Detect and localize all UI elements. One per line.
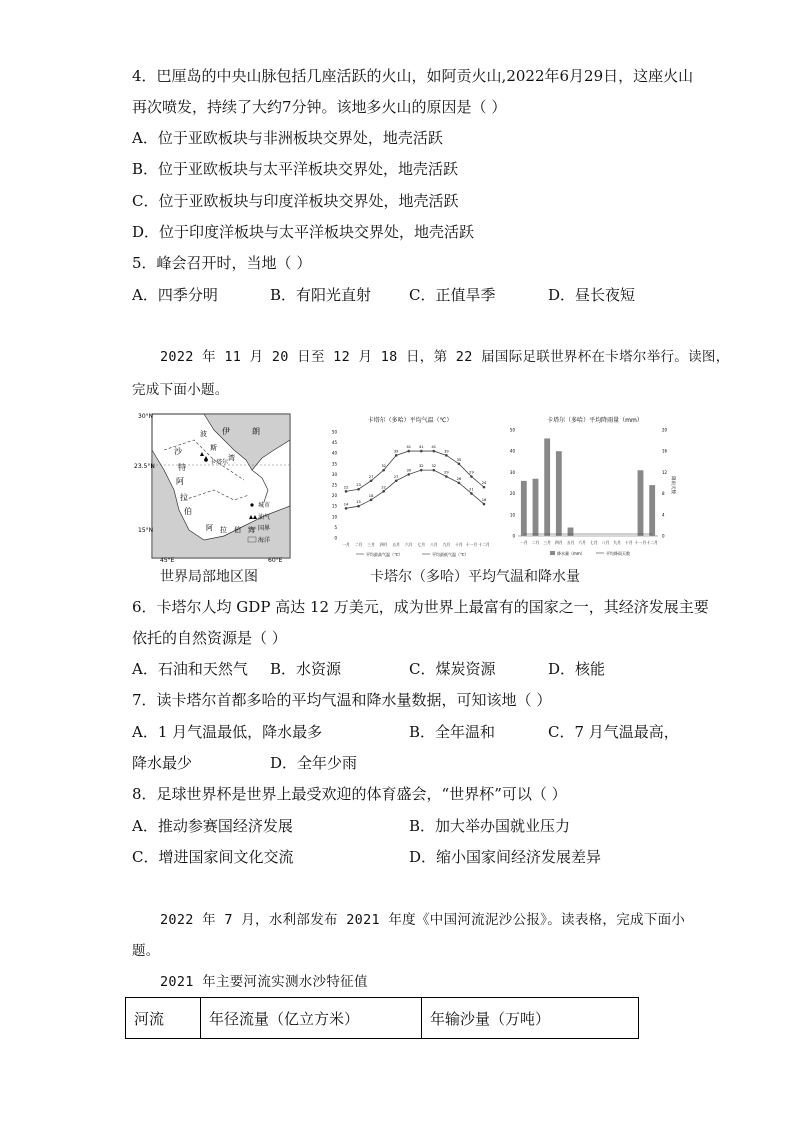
temp-y-tick: 35 xyxy=(331,461,337,467)
q6-option-d: D．核能 xyxy=(548,660,606,678)
temp-data-label: 16 xyxy=(481,498,487,503)
temp-x-tick: 七月 xyxy=(417,542,426,547)
lat-15: 15°N xyxy=(138,527,154,534)
temp-point xyxy=(483,503,486,506)
map-label-a: 阿 xyxy=(176,477,184,486)
temp-point xyxy=(470,475,473,478)
temp-data-label: 30 xyxy=(406,468,412,473)
q6-option-b: B．水资源 xyxy=(270,660,342,678)
map-label-la: 拉 xyxy=(180,493,188,502)
svg-text:海洋: 海洋 xyxy=(258,537,271,544)
temp-data-label: 41 xyxy=(406,445,412,450)
q6-stem-line1: 6．卡塔尔人均 GDP 高达 12 万美元，成为世界上最富有的国家之一，其经济发展主要 xyxy=(132,598,709,616)
rain-x-tick: 八月 xyxy=(601,540,610,545)
temp-point xyxy=(382,490,385,493)
temp-data-label: 22 xyxy=(381,485,386,490)
rain-x-tick: 四月 xyxy=(555,540,563,545)
temp-point xyxy=(433,469,436,472)
temp-data-label: 27 xyxy=(368,474,374,479)
map-label-po: 波 xyxy=(200,430,207,438)
temp-data-label: 41 xyxy=(431,445,437,450)
svg-text:油气: 油气 xyxy=(258,514,271,521)
table-header-row xyxy=(126,998,639,1039)
region-map xyxy=(134,410,292,562)
temp-x-tick: 五月 xyxy=(392,542,400,547)
temp-data-label: 23 xyxy=(356,483,361,488)
rain-y2-label: 降雨天数 xyxy=(670,476,675,494)
rain-x-tick: 一月 xyxy=(520,540,528,545)
q7-option-c-part1: C．7 月气温最高， xyxy=(548,723,679,741)
table-title: 2021 年主要河流实测水沙特征值 xyxy=(160,974,368,990)
rain-x-tick: 六月 xyxy=(578,540,586,545)
temp-point xyxy=(483,486,486,489)
temp-legend xyxy=(356,551,469,557)
q7-stem: 7．读卡塔尔首都多哈的平均气温和降水量数据，可知该地（ ） xyxy=(132,691,552,709)
temp-point xyxy=(407,473,410,476)
temp-data-label: 24 xyxy=(481,481,487,486)
intro1-line1: 2022 年 11 月 20 日至 12 月 18 日，第 22 届国际足联世界杯在卡塔尔举行。读图， xyxy=(160,349,730,365)
temp-point xyxy=(357,505,360,508)
temp-y-tick: 0 xyxy=(334,535,337,541)
svg-text:城市: 城市 xyxy=(258,502,271,509)
temp-data-label: 32 xyxy=(431,464,437,469)
temp-point xyxy=(395,479,398,482)
temp-data-label: 15 xyxy=(356,500,361,505)
temp-y-tick: 10 xyxy=(331,514,337,520)
temp-point xyxy=(420,450,423,453)
temp-data-label: 14 xyxy=(343,502,349,507)
rain-bar xyxy=(533,479,539,536)
temp-x-tick: 十一月 xyxy=(465,542,478,547)
map-label-bo: 伯 xyxy=(184,507,192,516)
temp-series-line xyxy=(343,451,484,491)
rain-y2-tick: 4 xyxy=(662,512,665,518)
map-label-lang: 朗 xyxy=(252,427,260,436)
rain-bar xyxy=(638,470,644,536)
map-label-si: 斯 xyxy=(210,444,217,452)
q4-option-b: B．位于亚欧板块与太平洋板块交界处，地壳活跃 xyxy=(132,160,459,178)
map-label-te: 特 xyxy=(178,463,186,472)
temp-data-label: 41 xyxy=(418,445,424,450)
rain-bar xyxy=(568,528,574,536)
temp-data-label: 39 xyxy=(444,449,449,454)
temp-y-tick: 5 xyxy=(334,524,337,530)
q7-option-a: A．1 月气温最低，降水最多 xyxy=(132,723,323,741)
intro1-line2: 完成下面小题。 xyxy=(132,382,229,398)
q5-stem: 5．峰会召开时，当地（ ） xyxy=(132,254,312,272)
map-caption: 世界局部地区图 xyxy=(160,569,258,585)
rain-x-tick: 十一月 xyxy=(634,540,647,545)
q8-option-d: D．缩小国家间经济发展差异 xyxy=(409,848,602,866)
temp-point xyxy=(445,475,448,478)
svg-text:平均最低气温（℃）: 平均最低气温（℃） xyxy=(432,552,469,557)
svg-text:平均降雨天数: 平均降雨天数 xyxy=(606,551,630,556)
rain-bar xyxy=(556,451,562,536)
svg-text:降水量（mm）: 降水量（mm） xyxy=(557,551,585,556)
climate-caption: 卡塔尔（多哈）平均气温和降水量 xyxy=(370,569,580,585)
rain-y-tick: 40 xyxy=(509,448,515,454)
q4-stem-line2: 再次喷发，持续了大约7分钟。该地多火山的原因是（ ） xyxy=(132,98,507,116)
temp-point xyxy=(445,454,448,457)
temp-y-tick: 20 xyxy=(331,493,337,499)
temp-point xyxy=(458,482,461,485)
map-label-sea-bo: 伯 xyxy=(234,526,241,534)
temp-x-tick: 一月 xyxy=(342,542,350,547)
temp-point xyxy=(370,479,373,482)
temp-point xyxy=(382,469,385,472)
map-label-sea-a: 阿 xyxy=(206,524,213,532)
rain-y2-tick: 20 xyxy=(662,427,668,433)
q4-stem-line1: 4．巴厘岛的中央山脉包括几座活跃的火山，如阿贡火山,2022年6月29日，这座火山 xyxy=(132,67,694,85)
temp-data-label: 18 xyxy=(368,493,374,498)
temp-point xyxy=(395,454,398,457)
temp-data-label: 27 xyxy=(393,474,399,479)
temp-point xyxy=(458,463,461,466)
map-label-sea-la: 拉 xyxy=(220,526,227,534)
temp-x-tick: 九月 xyxy=(442,542,451,547)
lon-45: 45°E xyxy=(160,557,175,562)
temp-point xyxy=(370,499,373,502)
map-label-wan: 湾 xyxy=(228,454,235,462)
intro2-line1: 2022 年 7 月，水利部发布 2021 年度《中国河流泥沙公报》。读表格，完成下面小 xyxy=(160,912,686,928)
temp-point xyxy=(345,507,348,510)
temp-data-label: 32 xyxy=(418,464,424,469)
temp-y-tick: 45 xyxy=(331,440,337,446)
rain-x-tick: 三月 xyxy=(543,540,551,545)
intro2-line2: 题。 xyxy=(132,943,160,959)
temp-data-label: 26 xyxy=(456,476,462,481)
temp-x-tick: 三月 xyxy=(367,542,375,547)
rain-bar xyxy=(521,481,527,536)
temp-data-label: 35 xyxy=(456,457,462,462)
map-label-sea-hai: 海 xyxy=(248,526,255,534)
q5-option-d: D．昼长夜短 xyxy=(548,286,636,304)
q6-stem-line2: 依托的自然资源是（ ） xyxy=(132,629,287,647)
rain-y2-tick: 8 xyxy=(662,491,665,497)
temperature-chart xyxy=(318,410,498,560)
temp-data-label: 21 xyxy=(469,487,474,492)
temp-x-tick: 六月 xyxy=(404,542,413,547)
q4-option-a: A．位于亚欧板块与非洲板块交界处，地壳活跃 xyxy=(132,129,443,147)
temp-point xyxy=(407,450,410,453)
rain-chart-title: 卡塔尔（多哈）平均降雨量（mm） xyxy=(547,417,643,424)
rain-x-tick: 十二月 xyxy=(646,540,658,545)
q6-option-c: C．煤炭资源 xyxy=(409,660,496,678)
rain-y-tick: 50 xyxy=(509,427,515,433)
rain-y-tick: 30 xyxy=(509,469,515,475)
q7-option-b: B．全年温和 xyxy=(409,723,496,741)
temp-point xyxy=(357,488,360,491)
temp-data-label: 29 xyxy=(469,470,474,475)
rain-x-tick: 二月 xyxy=(531,540,540,545)
rain-x-tick: 七月 xyxy=(590,540,598,545)
header-sediment: 年输沙量（万吨） xyxy=(422,998,639,1039)
q8-option-a: A．推动参赛国经济发展 xyxy=(132,817,293,835)
temp-x-tick: 十二月 xyxy=(478,542,490,547)
temp-y-tick: 40 xyxy=(331,450,337,456)
rain-x-tick: 九月 xyxy=(613,540,621,545)
q8-option-b: B．加大举办国就业压力 xyxy=(409,817,571,835)
svg-text:平均最高气温（℃）: 平均最高气温（℃） xyxy=(366,552,403,557)
rain-bar xyxy=(649,485,655,536)
q7-option-c-part2: 降水最少 xyxy=(132,754,193,772)
map-label-qatar: 卡塔尔 xyxy=(210,459,229,466)
rain-y2-tick: 12 xyxy=(662,469,668,475)
header-river: 河流 xyxy=(126,998,201,1039)
q6-option-a: A．石油和天然气 xyxy=(132,660,248,678)
q4-option-d: D．位于印度洋板块与太平洋板块交界处，地壳活跃 xyxy=(132,223,475,241)
rain-x-tick: 十月 xyxy=(625,540,633,545)
precipitation-chart xyxy=(500,410,680,560)
temp-x-tick: 二月 xyxy=(354,542,363,547)
q5-option-b: B．有阳光直射 xyxy=(270,286,372,304)
rain-y2-tick: 0 xyxy=(662,533,665,539)
lat-23: 23.5°N xyxy=(134,463,155,470)
rain-bar xyxy=(544,438,550,536)
map-label-yi: 伊 xyxy=(222,427,230,436)
temp-x-tick: 八月 xyxy=(430,542,438,547)
temp-y-tick: 30 xyxy=(331,471,337,477)
temp-x-tick: 四月 xyxy=(379,542,388,547)
river-table xyxy=(125,997,639,1039)
temp-data-label: 22 xyxy=(343,485,349,490)
temp-data-label: 39 xyxy=(393,449,399,454)
q7-option-d: D．全年少雨 xyxy=(270,754,358,772)
rain-y-tick: 0 xyxy=(512,533,515,539)
temp-series-line xyxy=(343,470,484,508)
q5-option-c: C．正值旱季 xyxy=(409,286,496,304)
temp-y-tick: 50 xyxy=(331,429,337,435)
temp-x-tick: 十月 xyxy=(455,542,463,547)
rain-y2-tick: 16 xyxy=(662,448,668,454)
lon-60: 60°E xyxy=(268,557,283,562)
temp-chart-title: 卡塔尔（多哈）平均气温（℃） xyxy=(367,417,453,424)
temp-point xyxy=(420,469,423,472)
lat-30: 30°N xyxy=(138,413,154,420)
temp-data-label: 29 xyxy=(444,470,449,475)
rain-y-tick: 20 xyxy=(509,491,515,497)
temp-y-tick: 15 xyxy=(331,503,337,509)
temp-point xyxy=(433,450,436,453)
rain-x-tick: 五月 xyxy=(566,540,575,545)
q5-option-a: A．四季分明 xyxy=(132,286,218,304)
svg-text:国界: 国界 xyxy=(258,525,271,532)
header-runoff: 年径流量（亿立方米） xyxy=(201,998,422,1039)
map-label-sha: 沙 xyxy=(174,447,182,456)
rain-legend xyxy=(550,550,630,556)
q8-stem: 8．足球世界杯是世界上最受欢迎的体育盛会，“世界杯”可以（ ） xyxy=(132,785,567,803)
temp-data-label: 32 xyxy=(381,464,386,469)
q4-option-c: C．位于亚欧板块与印度洋板块交界处，地壳活跃 xyxy=(132,192,459,210)
temp-point xyxy=(470,492,473,495)
temp-point xyxy=(345,490,348,493)
q8-option-c: C．增进国家间文化交流 xyxy=(132,848,294,866)
rain-y-tick: 10 xyxy=(509,512,515,518)
temp-y-tick: 25 xyxy=(331,482,337,488)
